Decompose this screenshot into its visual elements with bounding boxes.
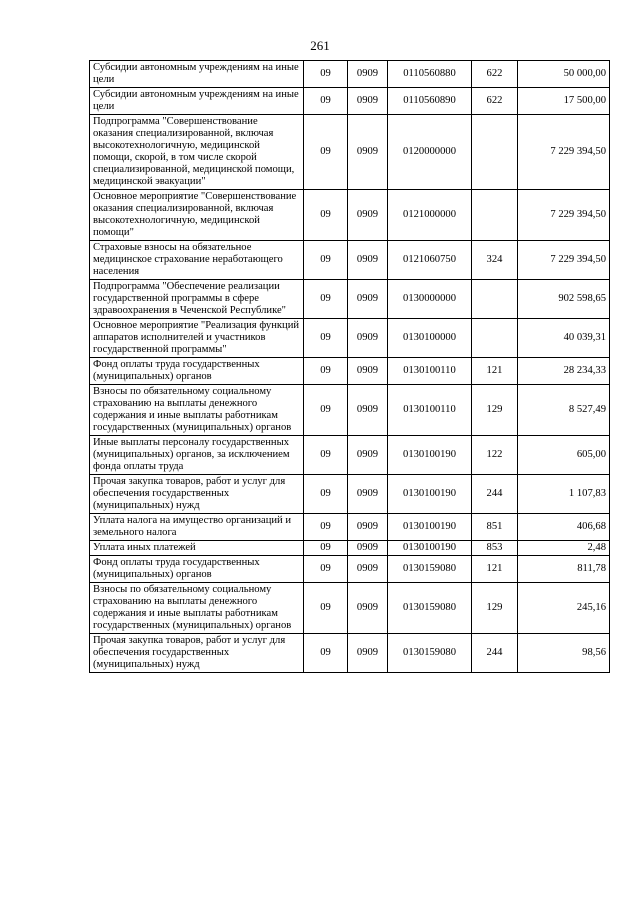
expense-type-cell: 853	[472, 541, 518, 556]
expense-name-cell: Взносы по обязательному социальному страхованию на выплаты денежного содержания и иные выплаты работникам государственных (муниципальных) органов	[90, 583, 304, 634]
subsection-code-cell: 0909	[348, 436, 388, 475]
subsection-code-cell: 0909	[348, 61, 388, 88]
subsection-code-cell: 0909	[348, 190, 388, 241]
target-article-cell: 0120000000	[388, 115, 472, 190]
expense-name-cell: Подпрограмма "Обеспечение реализации государственной программы в сфере здравоохранения в Чеченской Республике"	[90, 280, 304, 319]
section-code-cell: 09	[304, 436, 348, 475]
section-code-cell: 09	[304, 88, 348, 115]
expense-name-cell: Фонд оплаты труда государственных (муниципальных) органов	[90, 556, 304, 583]
subsection-code-cell: 0909	[348, 358, 388, 385]
target-article-cell: 0121000000	[388, 190, 472, 241]
section-code-cell: 09	[304, 634, 348, 673]
amount-cell: 811,78	[518, 556, 610, 583]
subsection-code-cell: 0909	[348, 385, 388, 436]
amount-cell: 245,16	[518, 583, 610, 634]
expense-type-cell: 851	[472, 514, 518, 541]
subsection-code-cell: 0909	[348, 115, 388, 190]
expense-type-cell	[472, 280, 518, 319]
subsection-code-cell: 0909	[348, 514, 388, 541]
expense-type-cell: 324	[472, 241, 518, 280]
section-code-cell: 09	[304, 241, 348, 280]
table-row	[90, 475, 610, 514]
subsection-code-cell: 0909	[348, 241, 388, 280]
table-row	[90, 556, 610, 583]
amount-cell: 605,00	[518, 436, 610, 475]
expense-name-cell: Основное мероприятие "Совершенствование оказания специализированной, включая высокотехнологичную, медицинской помощи"	[90, 190, 304, 241]
subsection-code-cell: 0909	[348, 319, 388, 358]
target-article-cell: 0130100110	[388, 385, 472, 436]
target-article-cell: 0130100190	[388, 541, 472, 556]
subsection-code-cell: 0909	[348, 475, 388, 514]
table-row	[90, 190, 610, 241]
table-row	[90, 88, 610, 115]
section-code-cell: 09	[304, 61, 348, 88]
target-article-cell: 0130100190	[388, 436, 472, 475]
target-article-cell: 0110560890	[388, 88, 472, 115]
target-article-cell: 0130159080	[388, 556, 472, 583]
amount-cell: 7 229 394,50	[518, 190, 610, 241]
table-row	[90, 514, 610, 541]
table-row	[90, 280, 610, 319]
table-row	[90, 583, 610, 634]
amount-cell: 17 500,00	[518, 88, 610, 115]
section-code-cell: 09	[304, 475, 348, 514]
amount-cell: 50 000,00	[518, 61, 610, 88]
subsection-code-cell: 0909	[348, 583, 388, 634]
expense-type-cell: 129	[472, 583, 518, 634]
section-code-cell: 09	[304, 319, 348, 358]
expense-name-cell: Уплата иных платежей	[90, 541, 304, 556]
section-code-cell: 09	[304, 541, 348, 556]
subsection-code-cell: 0909	[348, 634, 388, 673]
expense-name-cell: Иные выплаты персоналу государственных (муниципальных) органов, за исключением фонда оплаты труда	[90, 436, 304, 475]
target-article-cell: 0130100190	[388, 514, 472, 541]
amount-cell: 28 234,33	[518, 358, 610, 385]
expense-name-cell: Основное мероприятие "Реализация функций аппаратов исполнителей и участников государственной программы"	[90, 319, 304, 358]
table-row	[90, 115, 610, 190]
amount-cell: 40 039,31	[518, 319, 610, 358]
subsection-code-cell: 0909	[348, 88, 388, 115]
expense-name-cell: Прочая закупка товаров, работ и услуг для обеспечения государственных (муниципальных) нужд	[90, 634, 304, 673]
section-code-cell: 09	[304, 514, 348, 541]
table-row	[90, 241, 610, 280]
section-code-cell: 09	[304, 280, 348, 319]
expense-type-cell	[472, 115, 518, 190]
section-code-cell: 09	[304, 583, 348, 634]
subsection-code-cell: 0909	[348, 556, 388, 583]
table-row	[90, 541, 610, 556]
subsection-code-cell: 0909	[348, 541, 388, 556]
expense-name-cell: Взносы по обязательному социальному страхованию на выплаты денежного содержания и иные выплаты работникам государственных (муниципальных) органов	[90, 385, 304, 436]
target-article-cell: 0130159080	[388, 583, 472, 634]
section-code-cell: 09	[304, 115, 348, 190]
expense-name-cell: Уплата налога на имущество организаций и земельного налога	[90, 514, 304, 541]
expense-type-cell: 121	[472, 556, 518, 583]
amount-cell: 98,56	[518, 634, 610, 673]
expense-name-cell: Страховые взносы на обязательное медицинское страхование неработающего населения	[90, 241, 304, 280]
amount-cell: 2,48	[518, 541, 610, 556]
table-row	[90, 319, 610, 358]
amount-cell: 7 229 394,50	[518, 115, 610, 190]
expense-name-cell: Подпрограмма "Совершенствование оказания специализированной, включая высокотехнологичную, медицинской помощи, скорой, в том числе скорой специализированной, медицинской помощи, медицинской эвакуации"	[90, 115, 304, 190]
expense-type-cell: 121	[472, 358, 518, 385]
amount-cell: 1 107,83	[518, 475, 610, 514]
expense-name-cell: Фонд оплаты труда государственных (муниципальных) органов	[90, 358, 304, 385]
table-row	[90, 436, 610, 475]
table-row	[90, 385, 610, 436]
expense-type-cell: 129	[472, 385, 518, 436]
expense-type-cell: 622	[472, 88, 518, 115]
expense-type-cell: 622	[472, 61, 518, 88]
expense-name-cell: Прочая закупка товаров, работ и услуг для обеспечения государственных (муниципальных) нужд	[90, 475, 304, 514]
target-article-cell: 0130100110	[388, 358, 472, 385]
section-code-cell: 09	[304, 358, 348, 385]
expense-type-cell	[472, 319, 518, 358]
section-code-cell: 09	[304, 385, 348, 436]
target-article-cell: 0121060750	[388, 241, 472, 280]
table-row	[90, 634, 610, 673]
target-article-cell: 0110560880	[388, 61, 472, 88]
section-code-cell: 09	[304, 556, 348, 583]
expense-name-cell: Субсидии автономным учреждениям на иные цели	[90, 88, 304, 115]
expense-type-cell: 244	[472, 475, 518, 514]
amount-cell: 406,68	[518, 514, 610, 541]
target-article-cell: 0130159080	[388, 634, 472, 673]
target-article-cell: 0130000000	[388, 280, 472, 319]
expense-name-cell: Субсидии автономным учреждениям на иные цели	[90, 61, 304, 88]
table-row	[90, 61, 610, 88]
budget-table-body	[90, 61, 610, 673]
target-article-cell: 0130100190	[388, 475, 472, 514]
expense-type-cell	[472, 190, 518, 241]
section-code-cell: 09	[304, 190, 348, 241]
expense-type-cell: 244	[472, 634, 518, 673]
budget-table	[89, 60, 610, 673]
subsection-code-cell: 0909	[348, 280, 388, 319]
amount-cell: 8 527,49	[518, 385, 610, 436]
page-number: 261	[310, 38, 330, 53]
expense-type-cell: 122	[472, 436, 518, 475]
amount-cell: 7 229 394,50	[518, 241, 610, 280]
target-article-cell: 0130100000	[388, 319, 472, 358]
table-row	[90, 358, 610, 385]
amount-cell: 902 598,65	[518, 280, 610, 319]
